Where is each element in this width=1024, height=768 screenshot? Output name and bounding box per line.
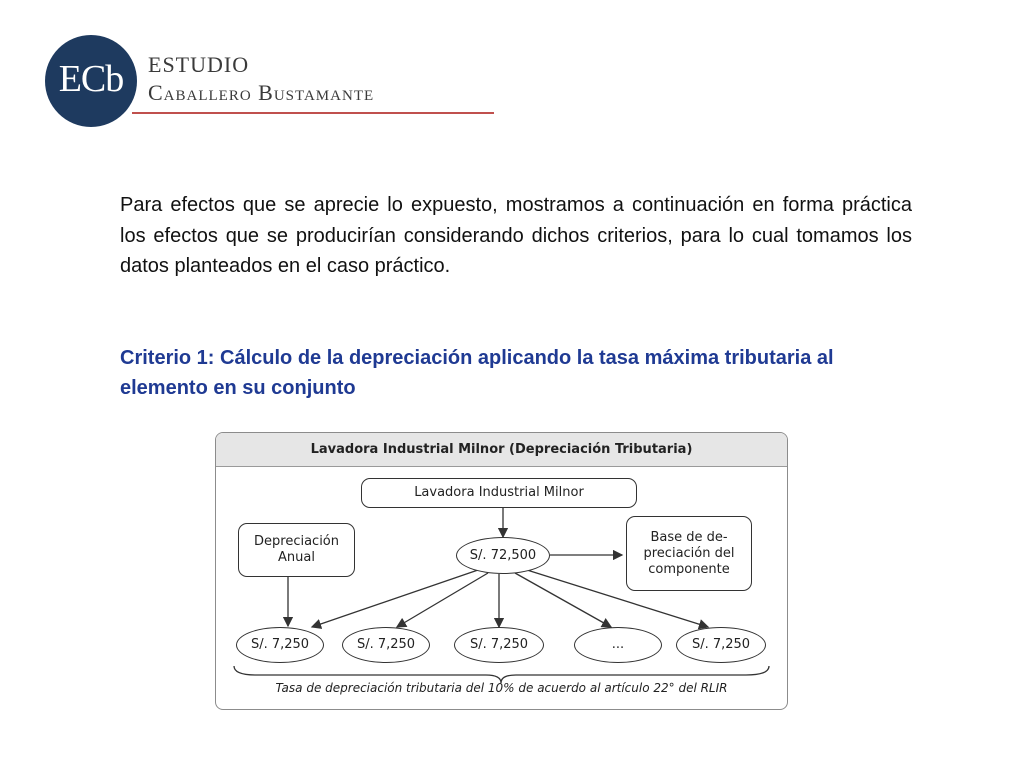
diagram-title: Lavadora Industrial Milnor (Depreciación Tributaria) [216,433,787,467]
criterio-heading: Criterio 1: Cálculo de la depreciación aplicando la tasa máxima tributaria al elemento en su conjunto [120,347,834,399]
firm-name-line-1: ESTUDIO [148,52,250,77]
leaf-node-5: S/. 7,250 [676,627,766,663]
node-base-depreciacion: Base de de-preciación del componente [626,516,752,591]
firm-name-line-2: Caballero Bustamante [148,80,375,105]
arrow-center-to-leaf-2 [397,573,488,627]
diagram-caption: Tasa de depreciación tributaria del 10% de acuerdo al artículo 22° del RLIR [275,681,728,695]
node-depreciacion-anual: Depreciación Anual [238,523,355,577]
intro-paragraph: Para efectos que se aprecie lo expuesto, mostramos a continuación en forma práctica los efectos que se producirían considerando dichos criterios, para lo cual tomamos los datos planteados en el caso práctico. [120,194,912,277]
leaf-node-2: S/. 7,250 [342,627,430,663]
depreciation-diagram [215,432,788,710]
arrow-center-to-leaf-1 [312,570,478,627]
logo-divider [132,112,494,114]
node-lavadora: Lavadora Industrial Milnor [361,478,637,508]
leaf-node-1: S/. 7,250 [236,627,324,663]
firm-logo-mark [45,35,137,127]
logo-mark-text: ECb [58,58,124,100]
leaf-node-4: ... [574,627,662,663]
node-valor-total: S/. 72,500 [456,537,550,574]
leaf-node-3: S/. 7,250 [454,627,544,663]
